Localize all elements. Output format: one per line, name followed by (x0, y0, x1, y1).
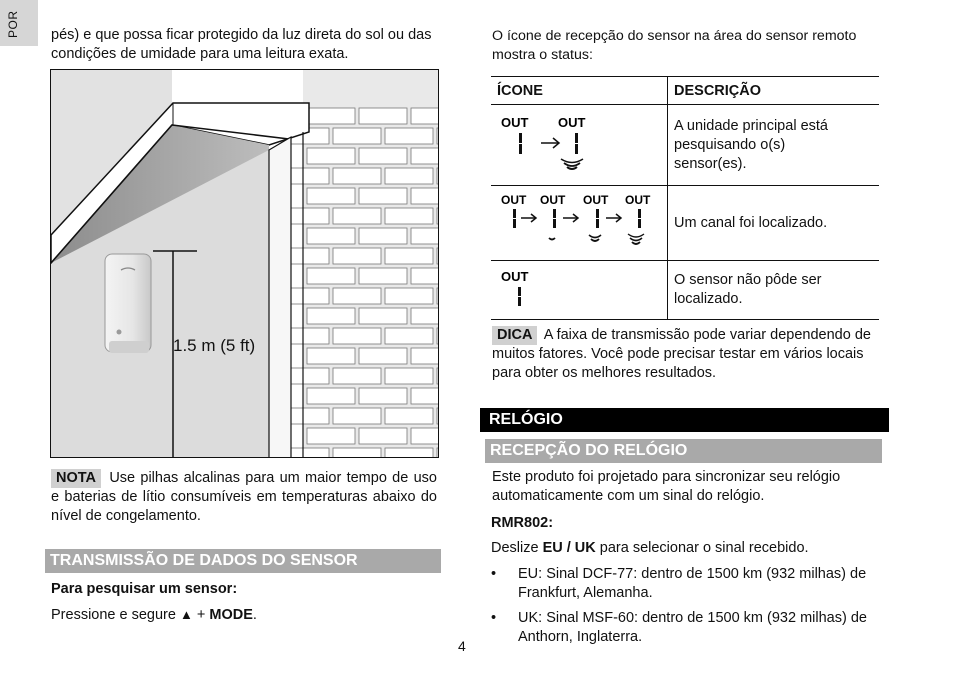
language-tab (0, 0, 38, 46)
header-description: DESCRIÇÃO (668, 77, 880, 105)
height-label: 1.5 m (5 ft) (173, 336, 256, 355)
note-text: Use pilhas alcalinas para um maior tempo de uso e baterias de lítio consumíveis em temperaturas abaixo do nível de congelamento. (51, 470, 437, 524)
table-header-row (491, 77, 879, 105)
language-label: POR (6, 10, 20, 38)
not-found-icon-cell (491, 261, 668, 320)
eu-uk-switch-label: EU / UK (542, 540, 596, 556)
press-end: . (252, 607, 257, 623)
searching-icon-cell (491, 105, 668, 186)
page-number: 4 (458, 638, 466, 654)
clock-reception-title: RECEPÇÃO DO RELÓGIO (485, 439, 882, 463)
searching-description: A unidade principal está pesquisando o(s) sensor(es). (668, 105, 880, 186)
press-instruction (51, 605, 257, 625)
up-arrow-icon: ▲ (179, 607, 193, 622)
channel-found-description: Um canal foi localizado. (668, 186, 880, 261)
svg-text:OUT: OUT (583, 193, 609, 207)
searching-status-icon (491, 105, 667, 181)
sensor-status-table (491, 76, 879, 320)
bullet-icon: • (491, 566, 497, 582)
note-badge: NOTA (51, 469, 101, 488)
sensor-data-section-title: TRANSMISSÃO DE DADOS DO SENSOR (45, 549, 441, 573)
svg-text:OUT: OUT (501, 115, 529, 130)
sensor-placement-illustration (50, 69, 439, 458)
tip-badge: DICA (492, 326, 537, 345)
not-found-description: O sensor não pôde ser localizado. (668, 261, 880, 320)
slide-instruction (491, 539, 809, 558)
right-intro-text: O ícone de recepção do sensor na área do sensor remoto mostra o status: (492, 28, 857, 63)
search-sensor-heading: Para pesquisar um sensor: (51, 581, 238, 597)
table-row (491, 186, 879, 261)
eu-signal-text: EU: Sinal DCF-77: dentro de 1500 km (932 milhas) de Frankfurt, Alemanha. (518, 566, 867, 601)
table-row (491, 261, 879, 320)
reception-text: Este produto foi projetado para sincronizar seu relógio automaticamente com um sinal do relógio. (492, 469, 841, 504)
press-plus: + (196, 607, 206, 623)
slide-post: para selecionar o sinal recebido. (599, 540, 809, 556)
not-found-status-icon (491, 261, 667, 315)
remote-sensor-image (105, 254, 151, 353)
bullet-icon: • (491, 610, 497, 626)
tip-text: A faixa de transmissão pode variar dependendo de muitos fatores. Você pode precisar testar em vários locais para obter os melhores resultados. (492, 327, 871, 381)
svg-text:OUT: OUT (540, 193, 566, 207)
svg-text:OUT: OUT (625, 193, 651, 207)
uk-signal-text: UK: Sinal MSF-60: dentro de 1500 km (932 milhas) de Anthorn, Inglaterra. (518, 610, 867, 645)
slide-pre: Deslize (491, 540, 539, 556)
channel-found-status-icon (491, 186, 667, 256)
svg-text:OUT: OUT (501, 269, 529, 284)
svg-text:OUT: OUT (558, 115, 586, 130)
left-intro-text: pés) e que possa ficar protegido da luz direta do sol ou das condições de umidade para uma leitura exata. (51, 27, 432, 62)
tip-paragraph (492, 326, 884, 383)
header-icon: ÍCONE (491, 77, 668, 105)
press-text: Pressione e segure (51, 607, 176, 623)
model-heading: RMR802: (491, 515, 554, 531)
mode-button-label: MODE (209, 607, 253, 623)
svg-text:OUT: OUT (501, 193, 527, 207)
table-row (491, 105, 879, 186)
found-icon-cell (491, 186, 668, 261)
note-paragraph (51, 469, 437, 526)
clock-section-title: RELÓGIO (480, 408, 889, 432)
